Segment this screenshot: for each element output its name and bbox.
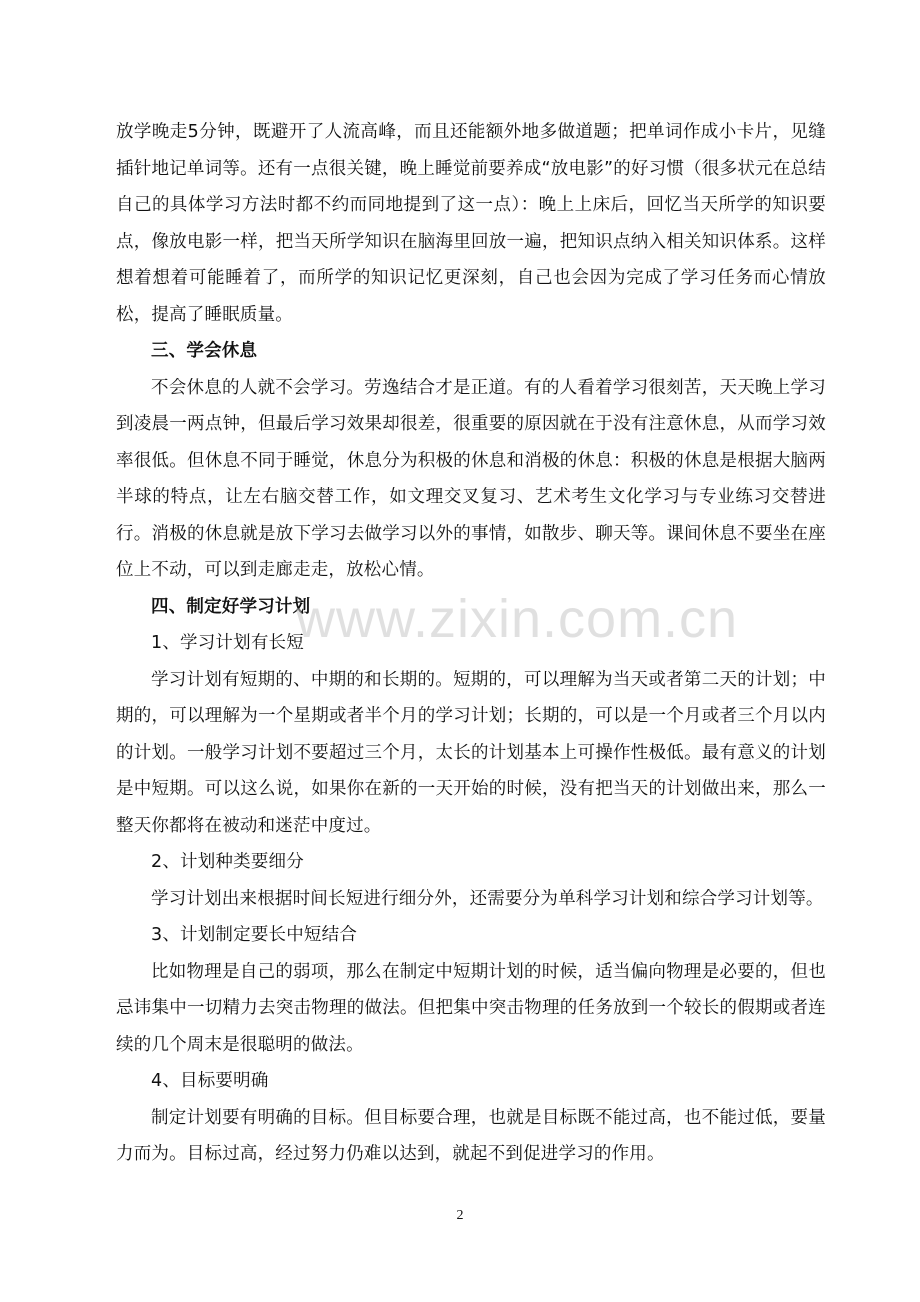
heading-study-plan: 四、制定好学习计划 [151, 596, 311, 617]
subheading-plan-types: 2、计划种类要细分 [151, 852, 304, 872]
paragraph-study-habits: 放学晚走5分钟，既避开了人流高峰，而且还能额外地多做道题；把单词作成小卡片，见缝插针地记单词等。还有一点很关键，晚上睡觉前要养成“放电影”的好习惯（很多状元在总结自己的具体学习方法时都不约而同地提到了这一点）：晚上上床后，回忆当天所学的知识要点，像放电影一样，把当天所学知识在脑海里回放一遍，把知识点纳入相关知识体系。这样想着想着可能睡着了，而所学的知识记忆更深刻，自己也会因为完成了学习任务而心情放松，提高了睡眠质量。 [116, 122, 826, 325]
watermark: www.zixin.com.cn [296, 589, 739, 649]
page-number: 2 [456, 1208, 464, 1223]
paragraph-clear-goals: 制定计划要有明确的目标。但目标要合理，也就是目标既不能过高，也不能过低，要量力而为。目标过高，经过努力仍难以达到，就起不到促进学习的作用。 [116, 1107, 826, 1164]
paragraph-plan-length: 学习计划有短期的、中期的和长期的。短期的，可以理解为当天或者第二天的计划；中期的，可以理解为一个星期或者半个月的学习计划；长期的，可以是一个月或者三个月以内的计划。一般学习计划不要超过三个月，太长的计划基本上可操作性极低。最有意义的计划是中短期。可以这么说，如果你在新的一天开始的时候，没有把当天的计划做出来，那么一整天你都将在被动和迷茫中度过。 [116, 669, 826, 836]
heading-learn-to-rest: 三、学会休息 [151, 341, 258, 361]
subheading-plan-combination: 3、计划制定要长中短结合 [151, 925, 358, 945]
subheading-plan-length: 1、学习计划有长短 [151, 633, 304, 653]
paragraph-plan-combination: 比如物理是自己的弱项，那么在制定中短期计划的时候，适当偏向物理是必要的，但也忌讳集中一切精力去突击物理的做法。但把集中突击物理的任务放到一个较长的假期或者连续的几个周末是很聪明的做法。 [116, 961, 826, 1055]
paragraph-plan-types: 学习计划出来根据时间长短进行细分外，还需要分为单科学习计划和综合学习计划等。 [151, 888, 824, 909]
page-content [116, 114, 826, 1173]
paragraph-rest: 不会休息的人就不会学习。劳逸结合才是正道。有的人看着学习很刻苦，天天晚上学习到凌晨一两点钟，但最后学习效果却很差，很重要的原因就在于没有注意休息，从而学习效率很低。但休息不同于睡觉，休息分为积极的休息和消极的休息：积极的休息是根据大脑两半球的特点，让左右脑交替工作，如文理交叉复习、艺术考生文化学习与专业练习交替进行。消极的休息就是放下学习去做学习以外的事情，如散步、聊天等。课间休息不要坐在座位上不动，可以到走廊走走，放松心情。 [116, 377, 826, 580]
subheading-clear-goals: 4、目标要明确 [151, 1071, 269, 1091]
